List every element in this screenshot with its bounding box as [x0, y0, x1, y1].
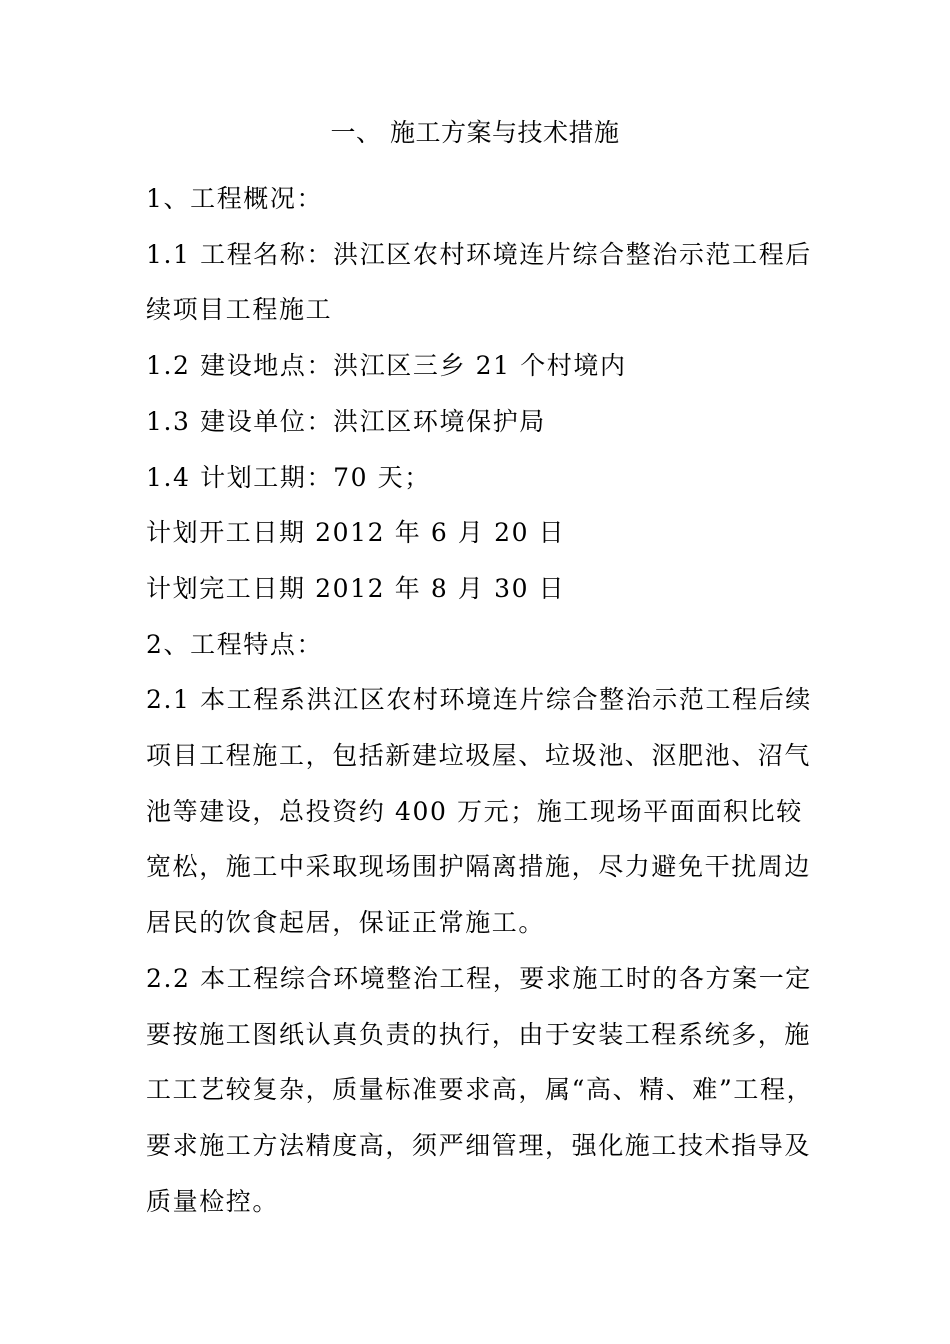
construction-location: 1.2 建设地点：洪江区三乡 21 个村境内 — [146, 351, 627, 381]
project-name: 1.1 工程名称：洪江区农村环境连片综合整治示范工程后续项目工程施工 — [146, 239, 812, 325]
feature-paragraph-2-1: 2.1 本工程系洪江区农村环境连片综合整治示范工程后续项目工程施工，包括新建垃圾屋、垃圾池、沤肥池、沼气池等建设，总投资约 400 万元；施工现场平面面积比较宽松，施工中采取现场围护隔离措施，尽力避免干扰周边居民的饮食起居，保证正常施工。 — [146, 685, 812, 938]
feature-paragraph-2-2: 2.2 本工程综合环境整治工程，要求施工时的各方案一定要按施工图纸认真负责的执行，由于安装工程系统多，施工工艺较复杂，质量标准要求高，属“高、精、难”工程，要求施工方法精度高，须严细管理，强化施工技术指导及质量检控。 — [146, 963, 814, 1216]
heading-project-features: 2、工程特点： — [146, 629, 324, 659]
document-body — [146, 171, 818, 1229]
planned-duration: 1.4 计划工期：70 天； — [146, 462, 431, 492]
planned-start-date: 计划开工日期 2012 年 6 月 20 日 — [146, 518, 566, 548]
heading-project-overview: 1、工程概况： — [146, 184, 324, 213]
planned-completion-date: 计划完工日期 2012 年 8 月 30 日 — [146, 573, 566, 603]
construction-unit: 1.3 建设单位：洪江区环境保护局 — [146, 406, 546, 436]
section-title: 一、 施工方案与技术措施 — [330, 118, 620, 147]
